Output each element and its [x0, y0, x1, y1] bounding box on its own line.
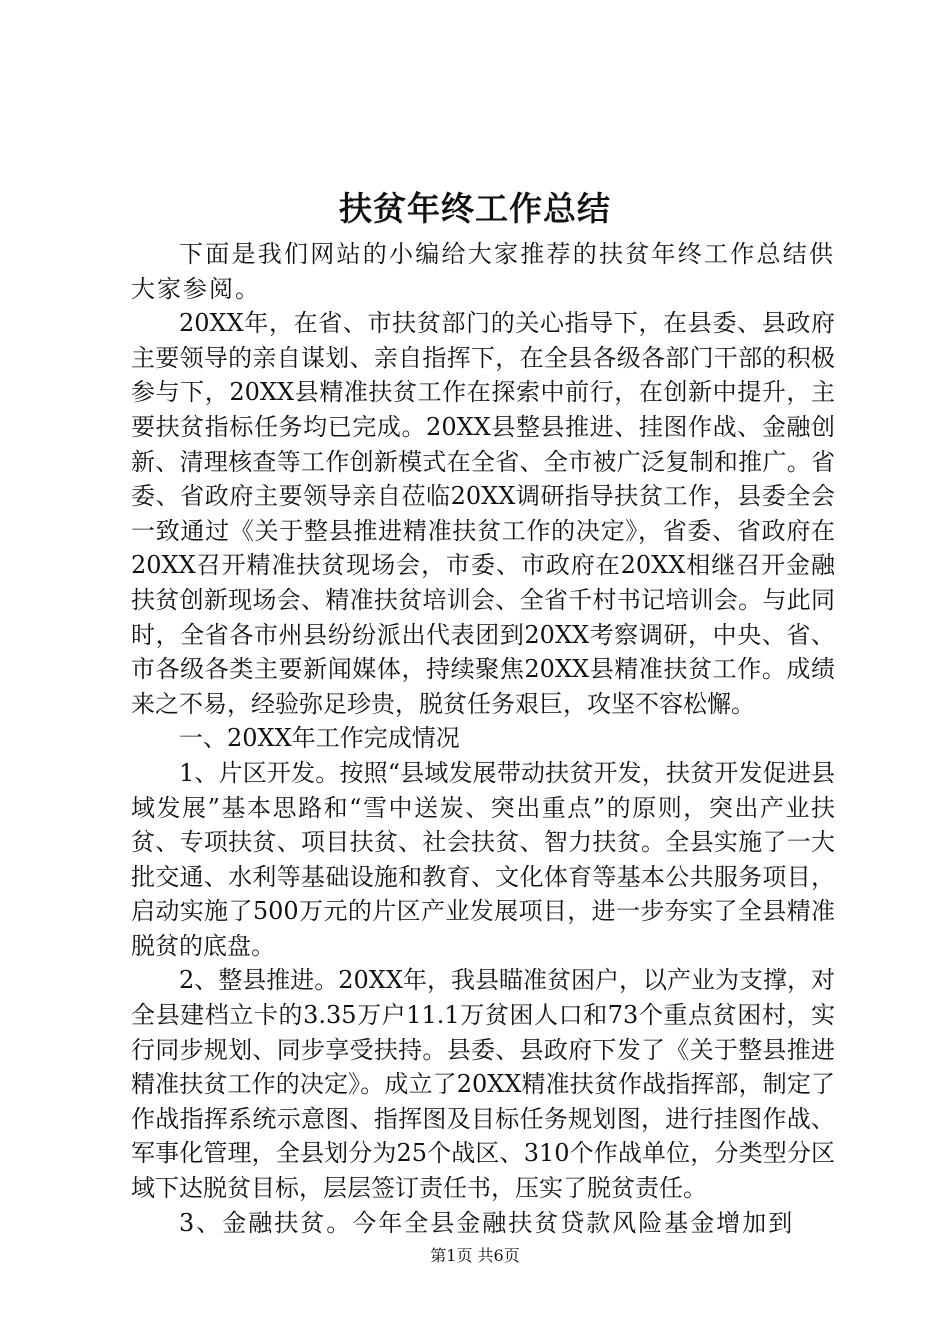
document-title: 扶贫年终工作总结 [339, 189, 611, 228]
page-footer: 第1页 共6页 [430, 1246, 520, 1265]
item-paragraph-1: 1、片区开发。按照“县域发展带动扶贫开发，扶贫开发促进县域发展”基本思路和“雪中送炭、突出重点”的原则，突出产业扶贫、专项扶贫、项目扶贫、社会扶贫、智力扶贫。全县实施了一大批交通、水利等基础设施和教育、文化体育等基本公共服务项目，启动实施了500万元的片区产业发展项目，进一步夯实了全县精准脱贫的底盘。 [131, 758, 835, 960]
document-body [131, 237, 835, 1240]
overview-paragraph: 20XX年，在省、市扶贫部门的关心指导下，在县委、县政府主要领导的亲自谋划、亲自指挥下，在全县各级各部门干部的积极参与下，20XX县精准扶贫工作在探索中前行，在创新中提升，主要扶贫指标任务均已完成。20XX县整县推进、挂图作战、金融创新、清理核查等工作创新模式在全省、全市被广泛复制和推广。省委、省政府主要领导亲自莅临20XX调研指导扶贫工作，县委全会一致通过《关于整县推进精准扶贫工作的决定》，省委、省政府在20XX召开精准扶贫现场会，市委、市政府在20XX相继召开金融扶贫创新现场会、精准扶贫培训会、全省千村书记培训会。与此同时，全省各市州县纷纷派出代表团到20XX考察调研，中央、省、市各级各类主要新闻媒体，持续聚焦20XX县精准扶贫工作。成绩来之不易，经验弥足珍贵，脱贫任务艰巨，攻坚不容松懈。 [131, 309, 835, 718]
section-heading: 一、20XX年工作完成情况 [179, 724, 460, 753]
intro-paragraph: 下面是我们网站的小编给大家推荐的扶贫年终工作总结供大家参阅。 [131, 240, 835, 303]
item-paragraph-3: 3、金融扶贫。今年全县金融扶贫贷款风险基金增加到 [179, 1208, 795, 1237]
item-paragraph-2: 2、整县推进。20XX年，我县瞄准贫困户，以产业为支撑，对全县建档立卡的3.35万户11.1万贫困人口和73个重点贫困村，实行同步规划、同步享受扶持。县委、县政府下发了《关于整县推进精准扶贫工作的决定》。成立了20XX精准扶贫作战指挥部，制定了作战指挥系统示意图、指挥图及目标任务规划图，进行挂图作战、军事化管理，全县划分为25个战区、310个作战单位，分类型分区域下达脱贫目标，层层签订责任书，压实了脱贫责任。 [131, 966, 835, 1203]
